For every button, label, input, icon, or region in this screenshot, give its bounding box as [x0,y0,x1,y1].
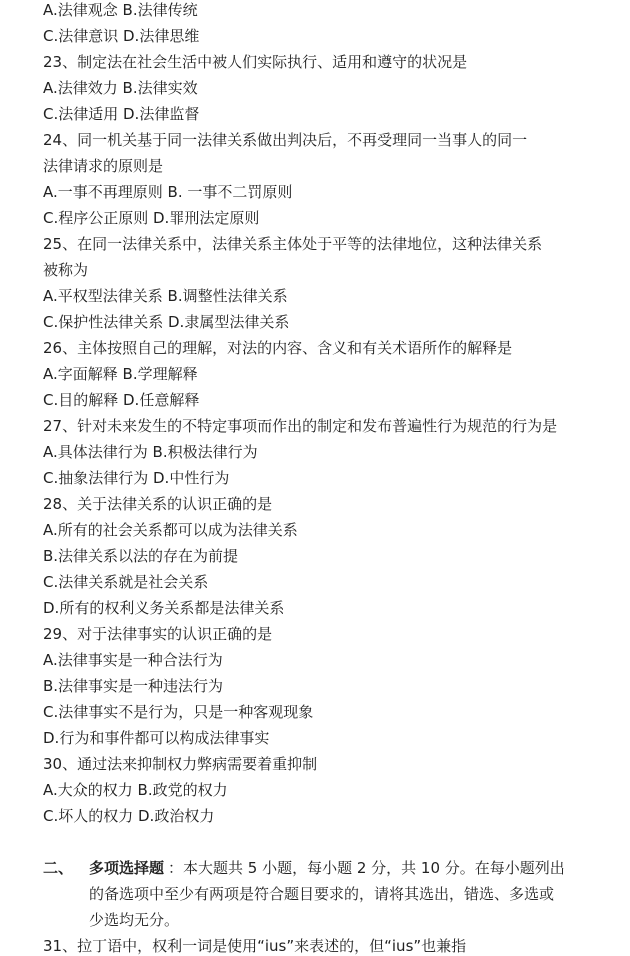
section-description-cont: 少选均无分。 [89,911,180,929]
answer-line: C.法律意识 D.法律思维 [43,27,200,45]
section-description-cont: 的备选项中至少有两项是符合题目要求的，请将其选出，错选、多选或 [89,885,555,903]
section-title: 多项选择题 [89,859,165,877]
answer-line: A.一事不再理原则 B. 一事不二罚原则 [43,183,293,201]
answer-line: C.程序公正原则 D.罪刑法定原则 [43,209,260,227]
answer-line: A.法律事实是一种合法行为 [43,651,223,669]
section-number: 二、 [43,859,74,877]
answer-line: C.法律适用 D.法律监督 [43,105,200,123]
answer-line: A.法律效力 B.法律实效 [43,79,198,97]
question-28: 28、关于法律关系的认识正确的是 [43,495,273,513]
answer-line: B.法律事实是一种违法行为 [43,677,224,695]
answer-line: C.保护性法律关系 D.隶属型法律关系 [43,313,290,331]
question-31: 31、拉丁语中，权利一词是使用“ius”来表述的，但“ius”也兼指 [43,937,467,955]
question-24: 24、同一机关基于同一法律关系做出判决后，不再受理同一当事人的同一 [43,131,528,149]
question-30: 30、通过法来抑制权力弊病需要着重抑制 [43,755,318,773]
answer-line: C.目的解释 D.任意解释 [43,391,200,409]
question-24-cont: 法律请求的原则是 [43,157,164,175]
question-23: 23、制定法在社会生活中被人们实际执行、适用和遵守的状况是 [43,53,468,71]
section-description: ：本大题共 5 小题，每小题 2 分，共 10 分。在每小题列出 [168,859,565,877]
answer-line: C.法律事实不是行为，只是一种客观现象 [43,703,314,721]
question-29: 29、对于法律事实的认识正确的是 [43,625,273,643]
answer-line: A.大众的权力 B.政党的权力 [43,781,228,799]
answer-line: A.字面解释 B.学理解释 [43,365,198,383]
answer-line: A.所有的社会关系都可以成为法律关系 [43,521,298,539]
answer-line: D.所有的权利义务关系都是法律关系 [43,599,285,617]
answer-line: A.法律观念 B.法律传统 [43,1,198,19]
question-27: 27、针对未来发生的不特定事项而作出的制定和发布普遍性行为规范的行为是 [43,417,558,435]
answer-line: C.法律关系就是社会关系 [43,573,209,591]
answer-line: D.行为和事件都可以构成法律事实 [43,729,270,747]
answer-line: A.具体法律行为 B.积极法律行为 [43,443,258,461]
answer-line: B.法律关系以法的存在为前提 [43,547,239,565]
question-26: 26、主体按照自己的理解，对法的内容、含义和有关术语所作的解释是 [43,339,513,357]
answer-line: A.平权型法律关系 B.调整性法律关系 [43,287,288,305]
answer-line: C.坏人的权力 D.政治权力 [43,807,215,825]
question-25: 25、在同一法律关系中，法律关系主体处于平等的法律地位，这种法律关系 [43,235,543,253]
answer-line: C.抽象法律行为 D.中性行为 [43,469,230,487]
question-25-cont: 被称为 [43,261,89,279]
